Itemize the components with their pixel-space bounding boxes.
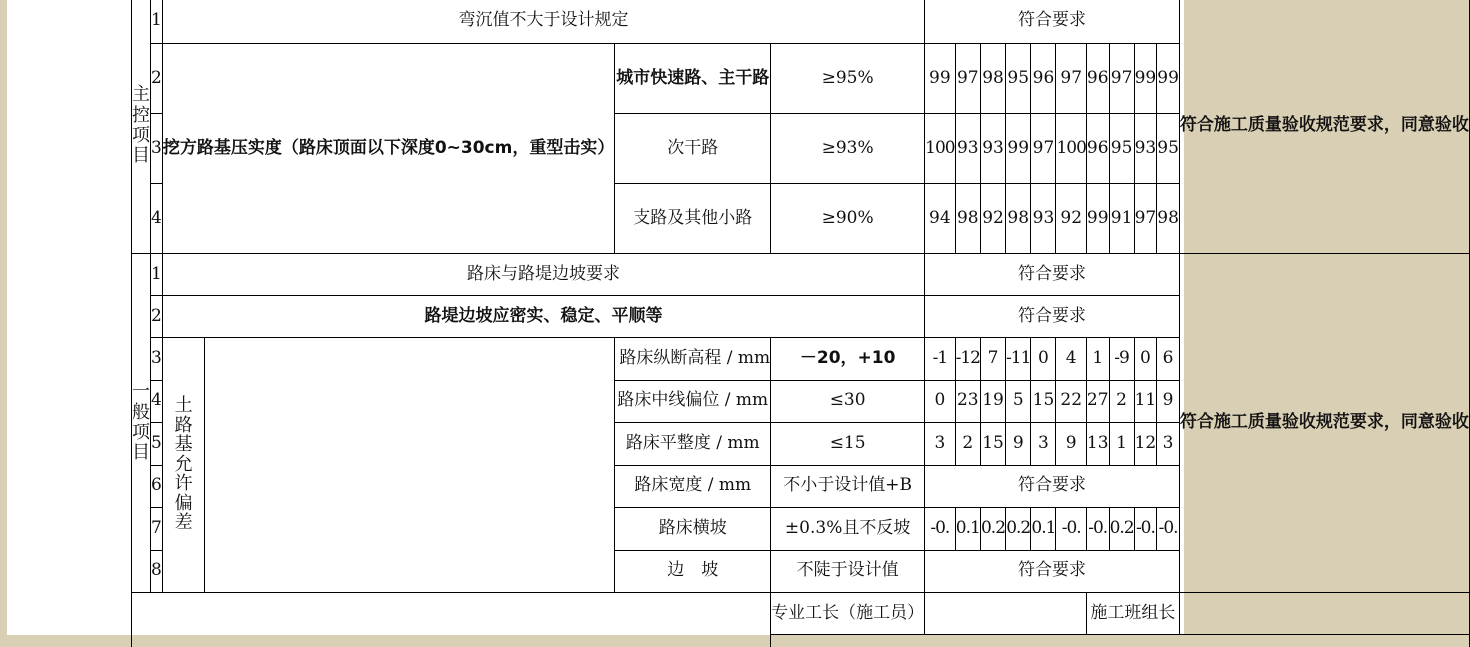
value-cell: 93	[955, 114, 980, 184]
value-cell: 93	[1134, 114, 1157, 184]
row-number: 4	[151, 184, 163, 254]
item-name: 路床平整度 / mm	[615, 423, 771, 466]
value-cell: -0.	[1056, 508, 1086, 551]
footer-continuation	[771, 635, 1470, 647]
item-name: 弯沉值不大于设计规定	[162, 0, 924, 44]
item-name	[615, 338, 771, 381]
result-text: 符合要求	[925, 296, 1180, 338]
value-cell: 12	[1134, 423, 1157, 466]
row-number: 7	[151, 508, 163, 551]
item-name: 路床与路堤边坡要求	[162, 254, 924, 296]
row-number: 3	[151, 114, 163, 184]
value-cell: 9	[1056, 423, 1086, 466]
value-cell: 1	[1086, 338, 1109, 381]
item-name: 路床宽度 / mm	[615, 465, 771, 508]
result-text: 符合要求	[925, 254, 1180, 296]
value-cell: 0.1	[955, 508, 980, 551]
value-cell: -12	[955, 338, 980, 381]
foreman-signature	[925, 593, 1087, 635]
foreman-label: 专业工长（施工员）	[771, 593, 925, 635]
row-number: 1	[151, 254, 163, 296]
standard: ≥93%	[771, 114, 925, 184]
value-cell: 95	[1006, 44, 1031, 114]
value-cell: 5	[1006, 380, 1031, 423]
row-number: 6	[151, 465, 163, 508]
result-text: 符合要求	[925, 550, 1180, 593]
value-cell: 15	[980, 423, 1005, 466]
value-cell: -0.	[925, 508, 955, 551]
value-cell: 99	[1006, 114, 1031, 184]
value-cell: -9	[1109, 338, 1134, 381]
value-cell: 99	[1086, 184, 1109, 254]
result-text: 符合要求	[925, 465, 1180, 508]
standard: 不小于设计值+B	[771, 465, 925, 508]
deviation-label: 土路基允许偏差	[163, 338, 205, 592]
deviation-group	[162, 338, 615, 593]
value-cell: 1	[1109, 423, 1134, 466]
row-number: 3	[151, 338, 163, 381]
document-sheet	[7, 0, 1469, 635]
value-cell: -1	[925, 338, 955, 381]
value-cell: 97	[1031, 114, 1056, 184]
standard: ≥90%	[771, 184, 925, 254]
value-cell: 3	[925, 423, 955, 466]
road-class: 支路及其他小路	[615, 184, 771, 254]
value-cell: 3	[1031, 423, 1056, 466]
value-cell: 98	[1006, 184, 1031, 254]
item-name: 路床中线偏位 / mm	[615, 380, 771, 423]
row-number: 4	[151, 380, 163, 423]
value-cell: 94	[925, 184, 955, 254]
row-number: 2	[151, 44, 163, 114]
standard: ≥95%	[771, 44, 925, 114]
value-cell: 100	[1056, 114, 1086, 184]
row-number: 8	[151, 550, 163, 593]
value-cell: 0	[1134, 338, 1157, 381]
item-text: 路床纵断高程 / mm	[619, 347, 771, 368]
value-cell: 97	[955, 44, 980, 114]
row-number: 2	[151, 296, 163, 338]
value-cell: 100	[925, 114, 955, 184]
value-cell: 13	[1086, 423, 1109, 466]
value-cell: 0	[1031, 338, 1056, 381]
value-cell: 11	[1134, 380, 1157, 423]
value-cell: 96	[1086, 44, 1109, 114]
value-cell: 0.2	[1006, 508, 1031, 551]
row-number: 1	[151, 0, 163, 44]
general-remark: 符合施工质量验收规范要求，同意验收	[1179, 254, 1469, 593]
value-cell: -0.	[1157, 508, 1180, 551]
row-number: 5	[151, 423, 163, 466]
value-cell: 96	[1086, 114, 1109, 184]
value-cell: 92	[1056, 184, 1086, 254]
main-control-label: 主控项目	[132, 0, 151, 254]
value-cell: -11	[1006, 338, 1031, 381]
value-cell: 93	[1031, 184, 1056, 254]
value-cell: 98	[955, 184, 980, 254]
value-cell: 95	[1157, 114, 1180, 184]
general-label: 一般项目	[132, 254, 151, 593]
standard: ±0.3%且不反坡	[771, 508, 925, 551]
value-cell: 99	[1134, 44, 1157, 114]
value-cell: -0.	[1086, 508, 1109, 551]
compaction-item: 挖方路基压实度（路床顶面以下深度0~30cm，重型击实）	[162, 44, 615, 254]
value-cell: 96	[1031, 44, 1056, 114]
standard: ≤15	[771, 423, 925, 466]
value-cell: 4	[1056, 338, 1086, 381]
value-cell: 23	[955, 380, 980, 423]
standard: －20，+10	[771, 338, 925, 381]
value-cell: 9	[1006, 423, 1031, 466]
value-cell: 97	[1056, 44, 1086, 114]
value-cell: 19	[980, 380, 1005, 423]
main-control-remark: 符合施工质量验收规范要求，同意验收	[1179, 0, 1469, 254]
road-class: 城市快速路、主干路	[615, 44, 771, 114]
value-cell: 93	[980, 114, 1005, 184]
value-cell: 2	[955, 423, 980, 466]
standard: 不陡于设计值	[771, 550, 925, 593]
value-cell: 99	[925, 44, 955, 114]
value-cell: 99	[1157, 44, 1180, 114]
item-name: 边 坡	[615, 550, 771, 593]
value-cell: 7	[980, 338, 1005, 381]
value-cell: -0.	[1134, 508, 1157, 551]
value-cell: 6	[1157, 338, 1180, 381]
value-cell: 2	[1109, 380, 1134, 423]
value-cell: 97	[1109, 44, 1134, 114]
value-cell: 91	[1109, 184, 1134, 254]
table-row	[132, 0, 1470, 44]
value-cell: 15	[1031, 380, 1056, 423]
value-cell: 0	[925, 380, 955, 423]
value-cell: 9	[1157, 380, 1180, 423]
value-cell: 98	[1157, 184, 1180, 254]
value-cell: 95	[1109, 114, 1134, 184]
value-cell: 0.1	[1031, 508, 1056, 551]
table-row	[132, 254, 1470, 296]
value-cell: 0.2	[980, 508, 1005, 551]
team-leader-signature	[1179, 593, 1469, 635]
footer-blank	[132, 593, 771, 647]
value-cell: 92	[980, 184, 1005, 254]
value-cell: 97	[1134, 184, 1157, 254]
table-row	[132, 593, 1470, 635]
inspection-table	[131, 0, 1470, 647]
value-cell: 27	[1086, 380, 1109, 423]
item-name: 路堤边坡应密实、稳定、平顺等	[162, 296, 924, 338]
team-leader-label: 施工班组长	[1086, 593, 1179, 635]
value-cell: 98	[980, 44, 1005, 114]
value-cell: 3	[1157, 423, 1180, 466]
item-name: 路床横坡	[615, 508, 771, 551]
standard: ≤30	[771, 380, 925, 423]
result-text: 符合要求	[925, 0, 1180, 44]
value-cell: 0.2	[1109, 508, 1134, 551]
value-cell: 22	[1056, 380, 1086, 423]
road-class: 次干路	[615, 114, 771, 184]
